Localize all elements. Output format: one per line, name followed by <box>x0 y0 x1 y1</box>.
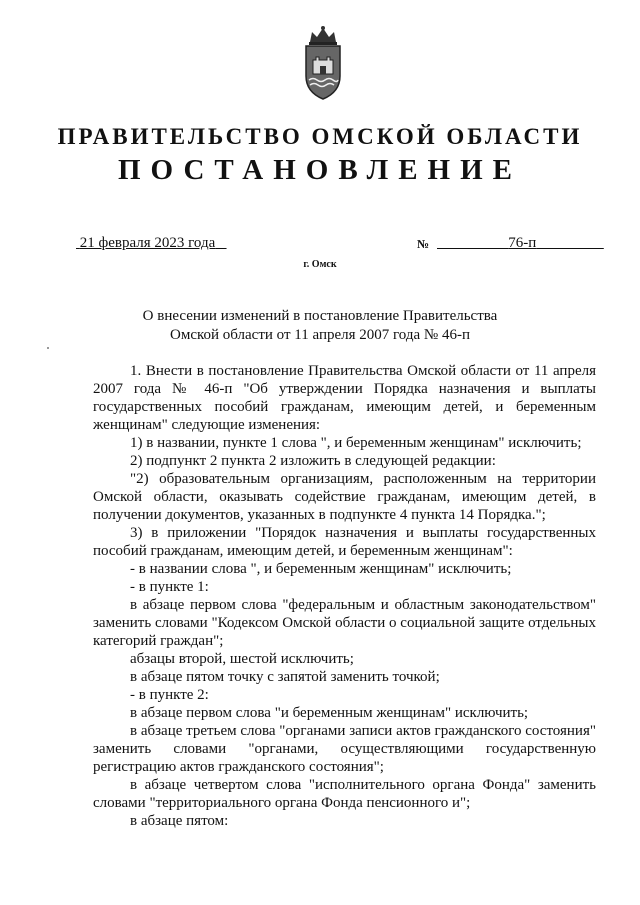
paragraph: "2) образовательным организациям, расположенным на территории Омской области, оказывать содействие гражданам, имеющим детей, в получении документов, указанных в подпункте 4 пункта 14 Порядка."; <box>93 471 596 523</box>
city-label: г. Омск <box>303 259 337 270</box>
margin-mark <box>47 347 49 349</box>
number-sign: № <box>417 237 430 251</box>
document-type-title: ПОСТАНОВЛЕНИЕ <box>117 154 522 186</box>
document-number: 76-п <box>508 235 537 251</box>
paragraph: 3) в приложении "Порядок назначения и выплаты государственных пособий гражданам, имеющим детей, и беременным женщинам": <box>93 525 596 559</box>
paragraph: 1. Внести в постановление Правительства Омской области от 11 апреля 2007 года № 46-п "Об утверждении Порядка назначения и выплаты государственных пособий гражданам, имеющим детей, и беременным женщинам" следующие изменения: <box>93 363 596 433</box>
paragraph: в абзаце пятом: <box>130 813 229 829</box>
paragraph: в абзаце первом слова "и беременным женщинам" исключить; <box>130 705 529 721</box>
paragraph: - в названии слова ", и беременным женщинам" исключить; <box>130 561 512 577</box>
paragraph: 1) в названии, пункте 1 слова ", и беременным женщинам" исключить; <box>130 435 582 451</box>
organization-title: ПРАВИТЕЛЬСТВО ОМСКОЙ ОБЛАСТИ <box>57 124 583 149</box>
document-body <box>93 362 596 830</box>
paragraph: 2) подпункт 2 пункта 2 изложить в следующей редакции: <box>130 453 496 469</box>
coat-of-arms-emblem <box>296 24 350 102</box>
paragraph: в абзаце пятом точку с запятой заменить точкой; <box>130 669 440 685</box>
paragraph: в абзаце третьем слова "органами записи актов гражданского состояния" заменить словами "органами, осуществляющими государственную регистрацию актов гражданского состояния"; <box>93 723 596 775</box>
paragraph: абзацы второй, шестой исключить; <box>130 651 354 667</box>
paragraph: в абзаце первом слова "федеральным и областным законодательством" заменить словами "Кодексом Омской области о социальной защите отдельных категорий граждан"; <box>93 597 596 649</box>
paragraph: - в пункте 1: <box>130 579 209 595</box>
document-date: 21 февраля 2023 года <box>79 235 216 251</box>
subject-line: Омской области от 11 апреля 2007 года № 46-п <box>170 327 470 343</box>
subject-line: О внесении изменений в постановление Правительства <box>142 308 498 324</box>
document-subject <box>0 307 640 345</box>
paragraph: в абзаце четвертом слова "исполнительного органа Фонда" заменить словами "территориального органа Фонда пенсионного и"; <box>93 777 596 811</box>
paragraph: - в пункте 2: <box>130 687 209 703</box>
